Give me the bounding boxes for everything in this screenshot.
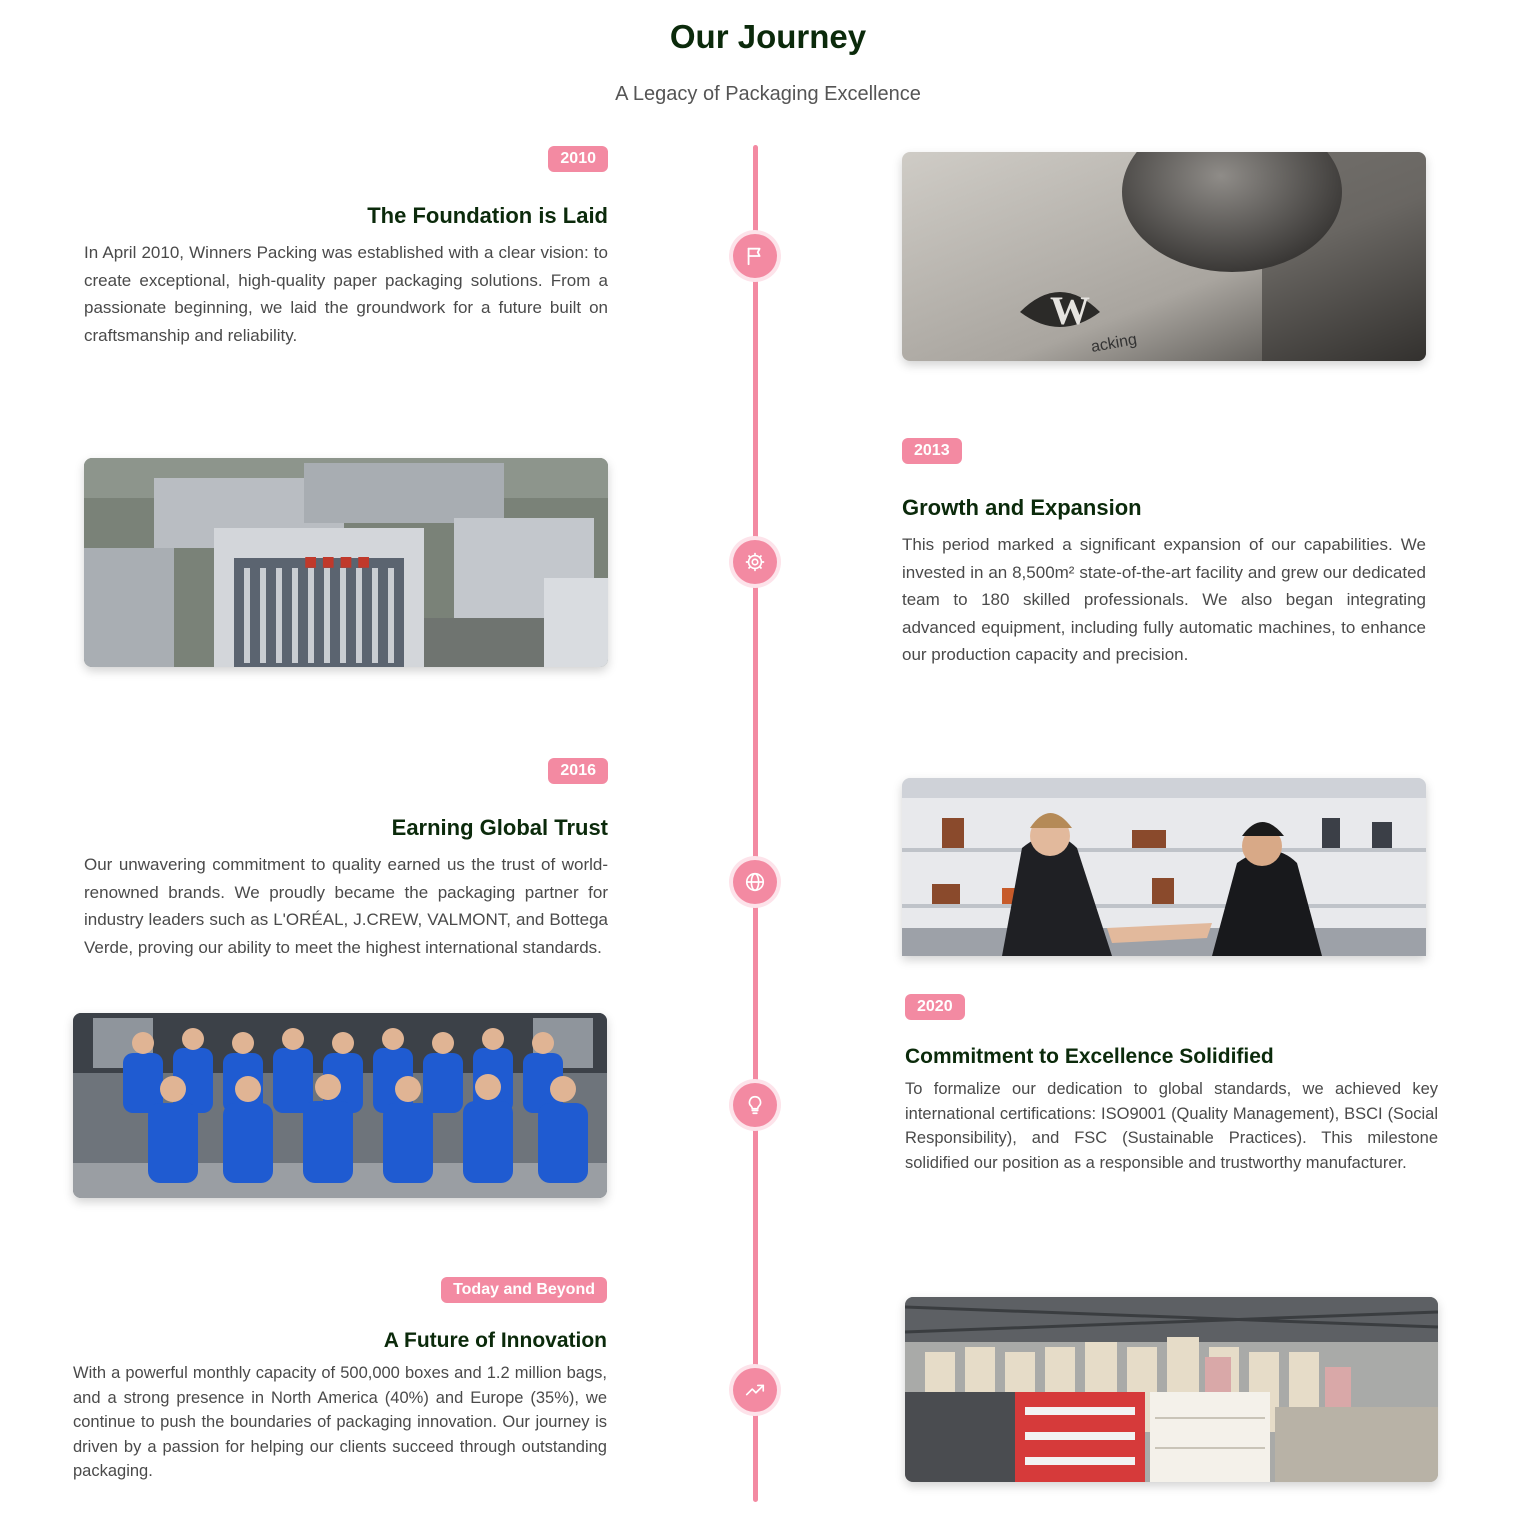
team-photo bbox=[73, 1013, 607, 1198]
timeline-node-2013 bbox=[733, 540, 777, 584]
globe-icon bbox=[744, 871, 766, 893]
milestone-title-2016: Earning Global Trust bbox=[391, 815, 608, 840]
page-title: Our Journey bbox=[669, 18, 867, 55]
svg-text:acking: acking bbox=[1089, 331, 1139, 356]
milestone-text-2013: This period marked a significant expansion of our capabilities. We invested in an 8,500m² state-of-the-art facility and grew our dedicated team to 180 skilled professionals. We also began integrating advanced equipment, including fully automatic machines, to enhance our production capacity and precision. bbox=[902, 535, 1426, 664]
milestone-text-today: With a powerful monthly capacity of 500,000 boxes and 1.2 million bags, and a strong presence in North America (40%) and Europe (35%), we continue to push the boundaries of packaging innovation. Our journey is driven by a passion for helping our clients succeed through outstanding packaging. bbox=[73, 1364, 607, 1481]
handshake-photo bbox=[902, 778, 1426, 956]
embossed-logo-photo bbox=[902, 152, 1426, 361]
year-badge-2016: 2016 bbox=[548, 758, 608, 784]
page-subtitle: A Legacy of Packaging Excellence bbox=[615, 83, 921, 105]
trending-up-icon bbox=[744, 1379, 766, 1401]
timeline-node-today bbox=[733, 1368, 777, 1412]
factory-aerial-photo bbox=[84, 458, 608, 667]
milestone-title-2020: Commitment to Excellence Solidified bbox=[905, 1045, 1274, 1068]
gear-icon bbox=[744, 551, 766, 573]
timeline-node-2010 bbox=[733, 234, 777, 278]
milestone-title-today: A Future of Innovation bbox=[383, 1329, 607, 1352]
timeline-line bbox=[753, 145, 758, 1502]
milestone-text-2010: In April 2010, Winners Packing was established with a clear vision: to create exceptional, high-quality paper packaging solutions. From a passionate beginning, we laid the groundwork for a future built on craftsmanship and reliability. bbox=[84, 243, 608, 345]
year-badge-2010: 2010 bbox=[548, 146, 608, 172]
timeline-node-2020 bbox=[733, 1083, 777, 1127]
year-badge-2013: 2013 bbox=[902, 438, 962, 464]
milestone-title-2010: The Foundation is Laid bbox=[367, 203, 608, 228]
year-badge-2020: 2020 bbox=[905, 994, 965, 1020]
milestone-title-2013: Growth and Expansion bbox=[902, 495, 1142, 520]
lightbulb-icon bbox=[744, 1094, 766, 1116]
milestone-text-2020: To formalize our dedication to global standards, we achieved key international certifications: ISO9001 (Quality Management), BSCI (Social Responsibility), and FSC (Sustainable Practices). This milestone solidified our position as a responsible and trustworthy manufacturer. bbox=[905, 1080, 1438, 1172]
warehouse-photo bbox=[905, 1297, 1438, 1482]
timeline-node-2016 bbox=[733, 860, 777, 904]
flag-icon bbox=[744, 245, 766, 267]
milestone-text-2016: Our unwavering commitment to quality earned us the trust of world-renowned brands. We proudly became the packaging partner for industry leaders such as L'ORÉAL, J.CREW, VALMONT, and Bottega Verde, proving our ability to meet the highest international standards. bbox=[84, 855, 608, 957]
year-badge-today: Today and Beyond bbox=[441, 1277, 607, 1303]
svg-text:W: W bbox=[1050, 288, 1090, 333]
svg-text:■ ■ ■ ■: ■ ■ ■ ■ bbox=[304, 554, 371, 570]
